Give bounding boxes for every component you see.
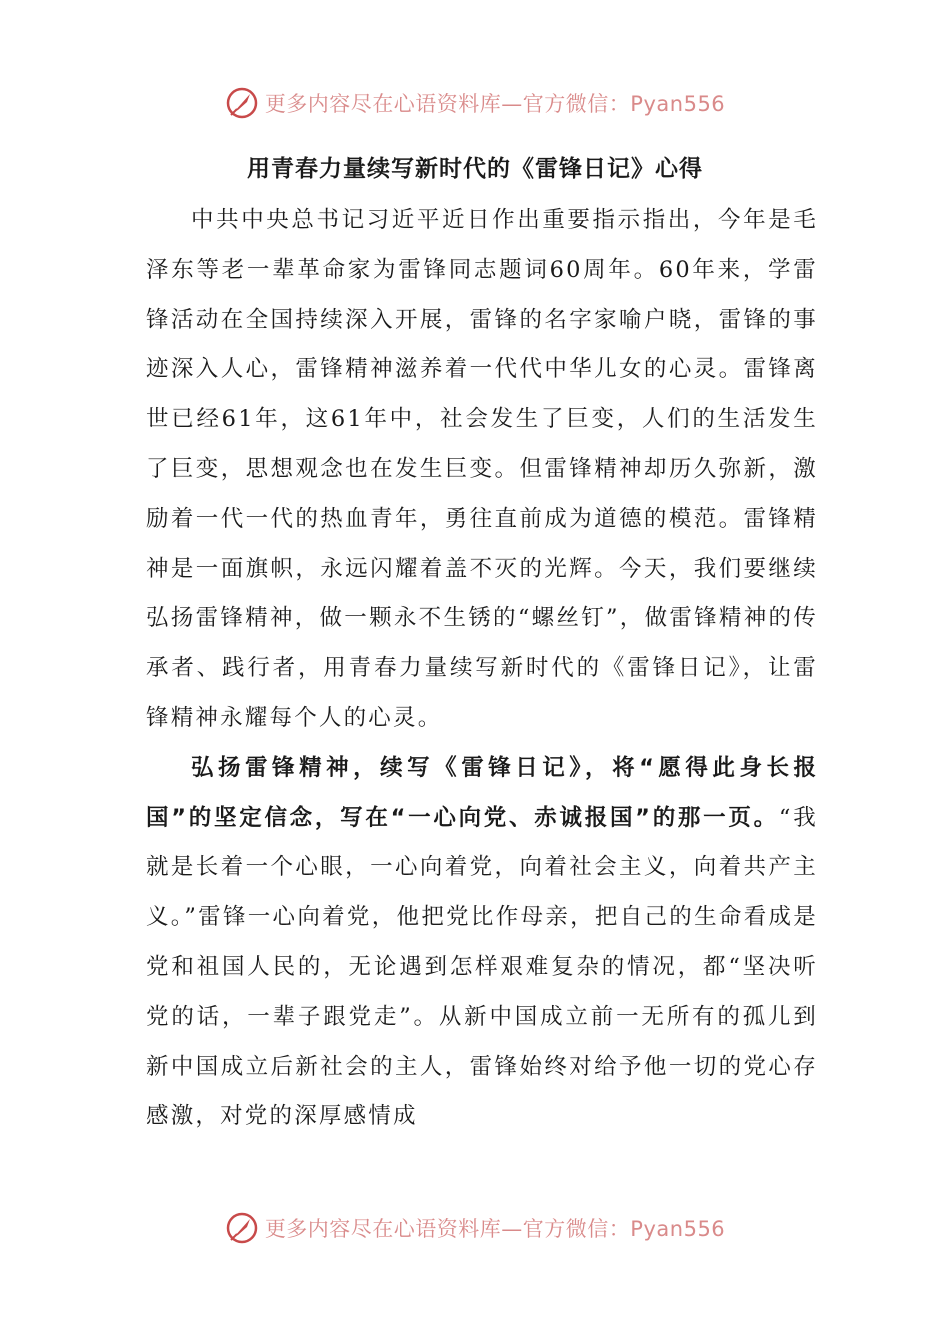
paragraph-2-text: “我就是长着一个心眼，一心向着党，向着社会主义，向着共产主义。”雷锋一心向着党，他把党比作母亲，把自己的生命看成是党和祖国人民的，无论遇到怎样艰难复杂的情况，都“坚决听党的话，一辈子跟党走”。从新中国成立前一无所有的孤儿到新中国成立后新社会的主人，雷锋始终对给予他一切的党心存感激，对党的深厚感情成 [146, 804, 818, 1130]
paragraph-1-text: 中共中央总书记习近平近日作出重要指示指出，今年是毛泽东等老一辈革命家为雷锋同志题词60周年。60年来，学雷锋活动在全国持续深入开展，雷锋的名字家喻户晓，雷锋的事迹深入人心，雷锋精神滋养着一代代中华儿女的心灵。雷锋离世已经61年，这61年中，社会发生了巨变，人们的生活发生了巨变，思想观念也在发生巨变。但雷锋精神却历久弥新，激励着一代一代的热血青年，勇往直前成为道德的模范。雷锋精神是一面旗帜，永远闪耀着盖不灭的光辉。今天，我们要继续弘扬雷锋精神，做一颗永不生锈的“螺丝钉”，做雷锋精神的传承者、践行者，用青春力量续写新时代的《雷锋日记》，让雷锋精神永耀每个人的心灵。 [146, 207, 818, 731]
paragraph-1 [146, 196, 818, 744]
paragraph-2-lead: 弘扬雷锋精神，续写《雷锋日记》，将“愿得此身长报国”的坚定信念，写在“一心向党、赤诚报国”的那一页。 [146, 754, 818, 831]
watermark-text: 更多内容尽在心语资料库—官方微信：Pyan556 [264, 1217, 726, 1241]
paragraph-2 [146, 744, 818, 1142]
quill-logo-icon [225, 1211, 259, 1245]
watermark-text: 更多内容尽在心语资料库—官方微信：Pyan556 [264, 92, 726, 116]
quill-logo-icon [225, 86, 259, 120]
footer-watermark [0, 1211, 950, 1245]
document-title: 用青春力量续写新时代的《雷锋日记》心得 [247, 156, 703, 182]
document-body [146, 196, 818, 1142]
header-watermark [0, 86, 950, 120]
